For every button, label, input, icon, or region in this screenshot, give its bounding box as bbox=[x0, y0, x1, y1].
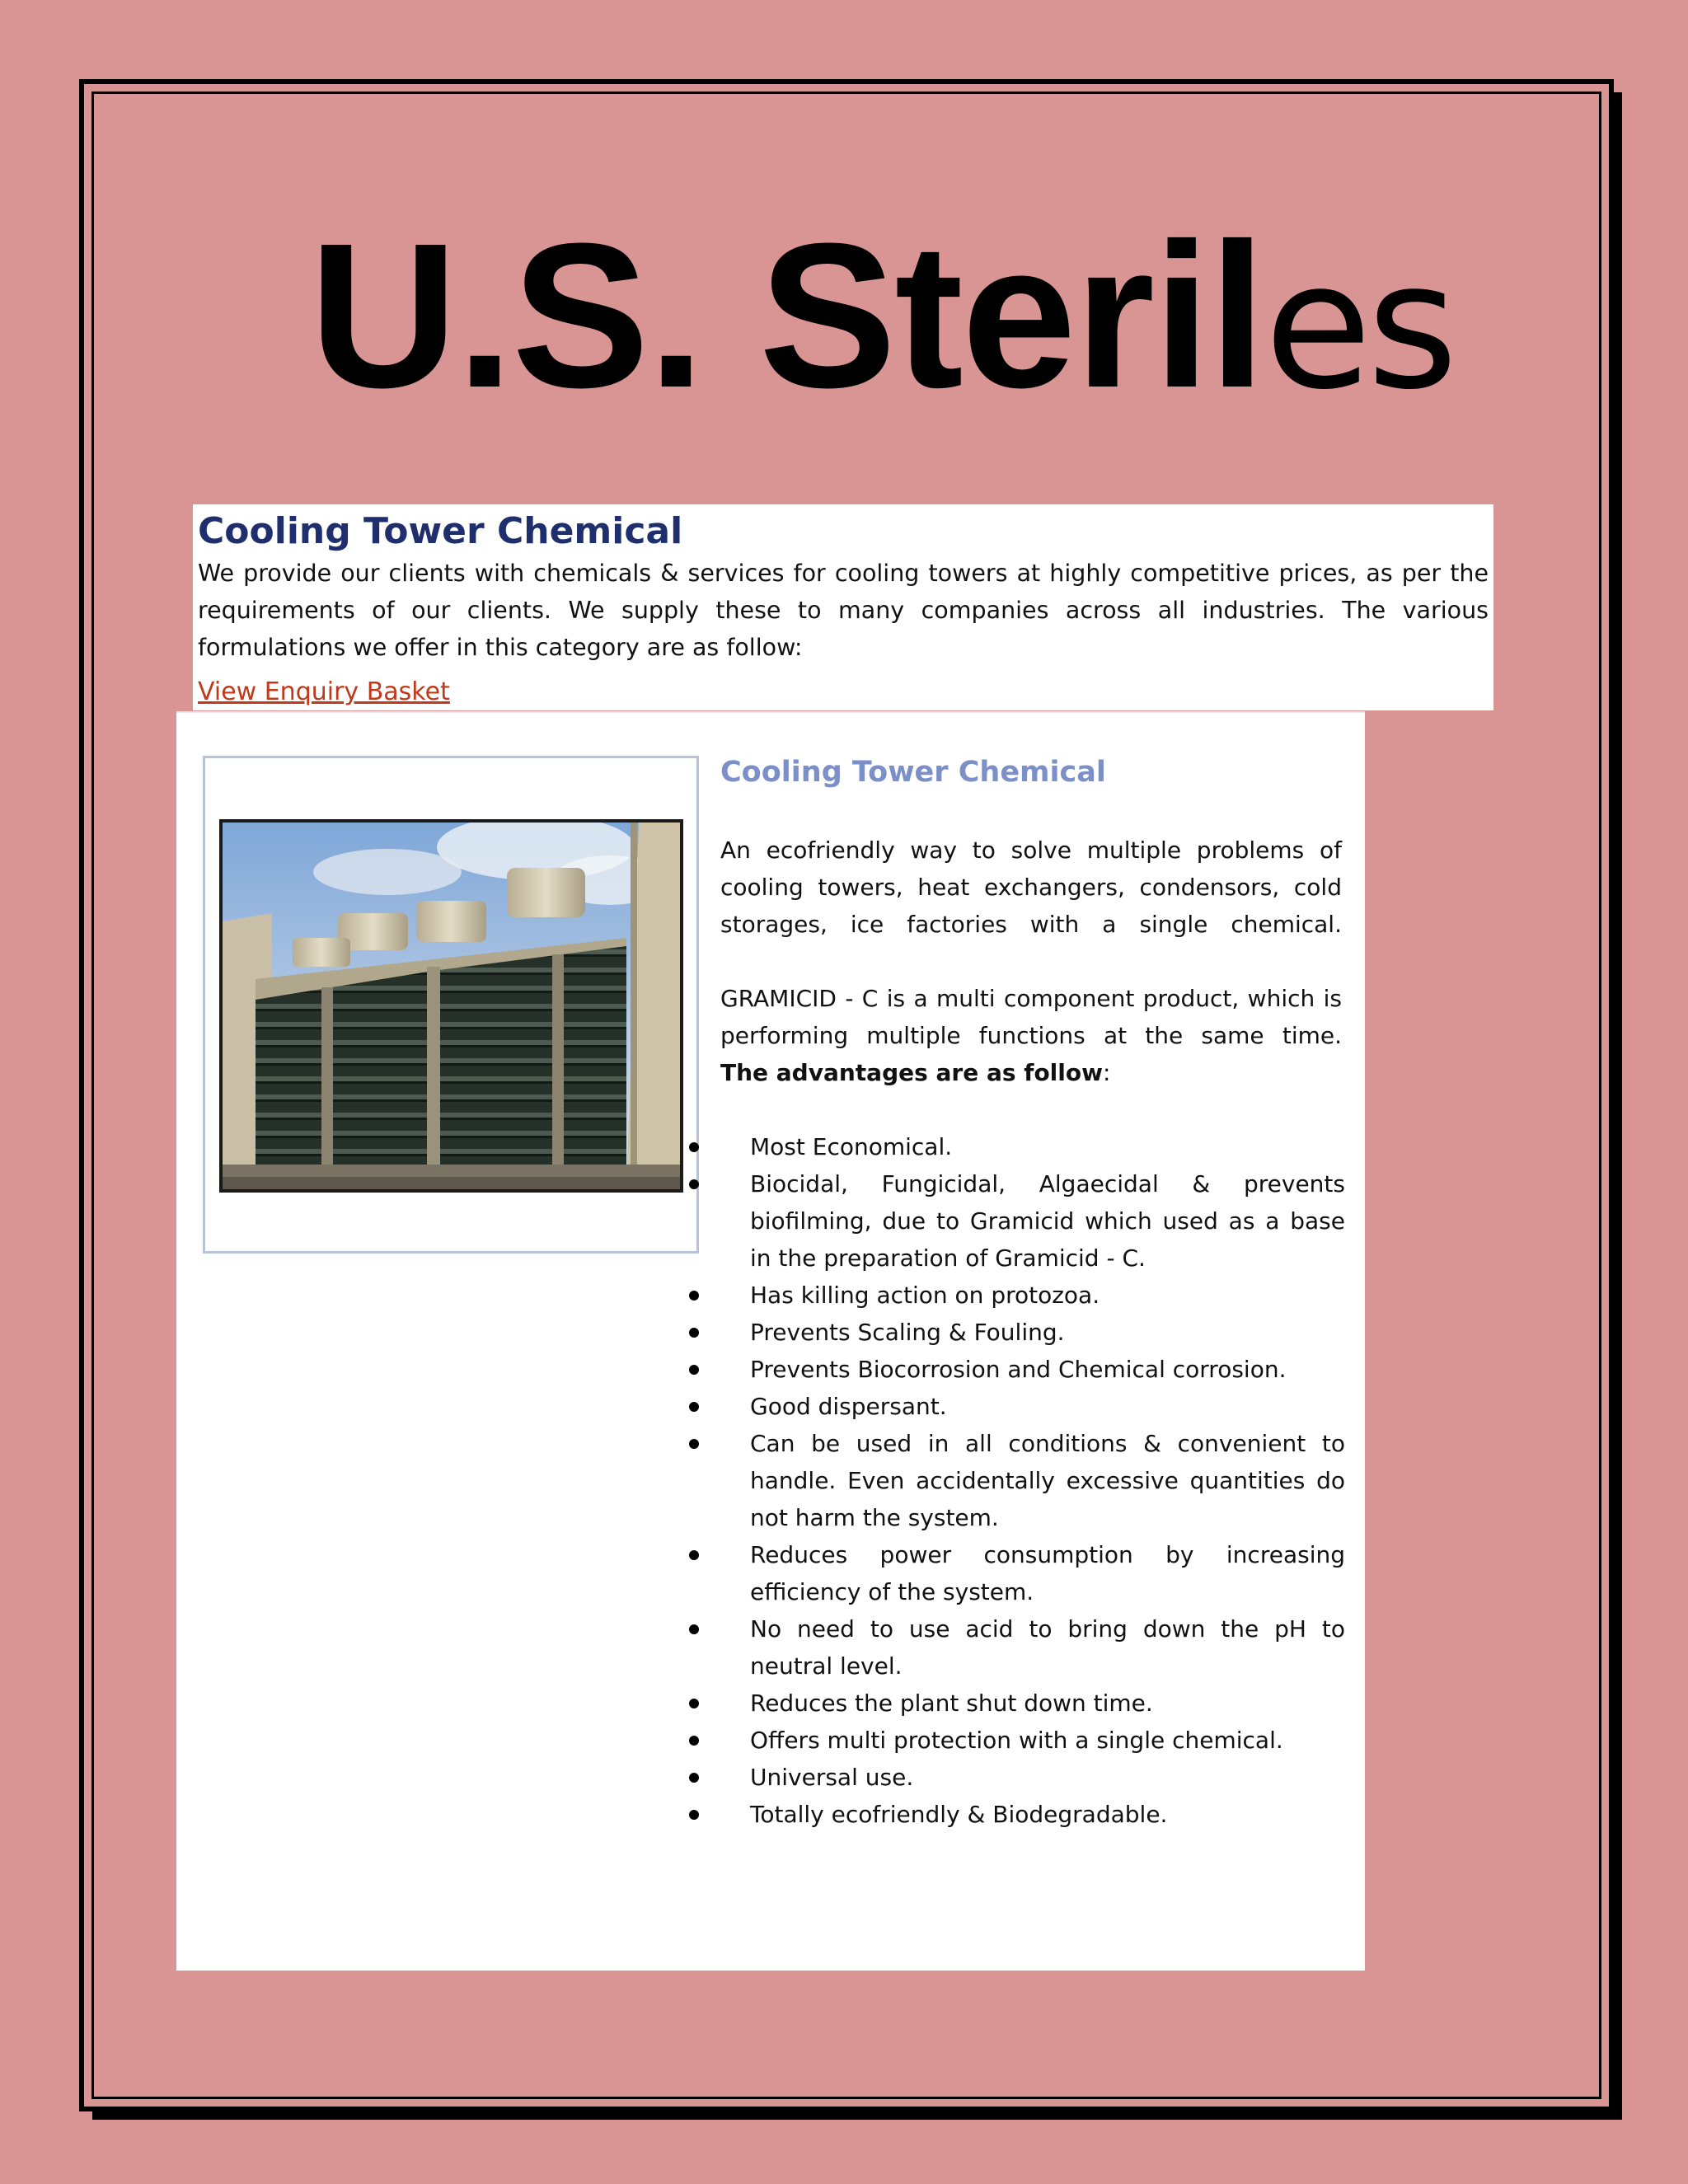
advantage-item bbox=[689, 1759, 1345, 1796]
advantage-item bbox=[689, 1610, 1345, 1685]
advantage-text: Reduces power consumption by increasing efficiency of the system. bbox=[750, 1541, 1345, 1605]
advantages-heading bbox=[720, 1054, 1110, 1091]
advantage-item bbox=[689, 1388, 1345, 1425]
product-title: Cooling Tower Chemical bbox=[720, 756, 1106, 789]
advantages-heading-text: The advantages are as follow bbox=[720, 1059, 1103, 1086]
advantage-item bbox=[689, 1314, 1345, 1351]
bullet-icon bbox=[689, 1736, 699, 1746]
company-masthead bbox=[37, 200, 1688, 430]
advantage-text: Reduces the plant shut down time. bbox=[750, 1690, 1153, 1717]
advantage-item bbox=[689, 1277, 1345, 1314]
advantage-item bbox=[689, 1425, 1345, 1536]
advantages-list bbox=[689, 1128, 1345, 1833]
bullet-icon bbox=[689, 1624, 699, 1634]
intro-section bbox=[193, 504, 1493, 710]
bullet-icon bbox=[689, 1699, 699, 1708]
advantage-text: Most Economical. bbox=[750, 1133, 953, 1160]
bullet-icon bbox=[689, 1439, 699, 1449]
masthead-light-text: es bbox=[1264, 224, 1453, 428]
advantage-text: Offers multi protection with a single chemical. bbox=[750, 1727, 1283, 1754]
advantage-text: No need to use acid to bring down the pH to neutral level. bbox=[750, 1615, 1345, 1680]
advantage-text: Can be used in all conditions & convenient to handle. Even accidentally excessive quantities do not harm the system. bbox=[750, 1430, 1345, 1531]
view-enquiry-basket-link[interactable]: View Enquiry Basket bbox=[198, 677, 450, 706]
advantage-text: Biocidal, Fungicidal, Algaecidal & prevents biofilming, due to Gramicid which used as a base in the preparation of Gramicid - C. bbox=[750, 1170, 1345, 1272]
advantages-heading-colon: : bbox=[1102, 1059, 1111, 1086]
advantage-item bbox=[689, 1351, 1345, 1388]
bullet-icon bbox=[689, 1550, 699, 1560]
advantage-text: Universal use. bbox=[750, 1764, 914, 1791]
bullet-icon bbox=[689, 1773, 699, 1783]
product-section bbox=[176, 711, 1365, 1971]
bullet-icon bbox=[689, 1810, 699, 1820]
advantage-text: Prevents Scaling & Fouling. bbox=[750, 1319, 1065, 1346]
cooling-tower-illustration bbox=[223, 823, 680, 1189]
bullet-icon bbox=[689, 1328, 699, 1338]
bullet-icon bbox=[689, 1142, 699, 1152]
advantage-text: Totally ecofriendly & Biodegradable. bbox=[750, 1801, 1168, 1828]
bullet-icon bbox=[689, 1402, 699, 1412]
advantage-text: Prevents Biocorrosion and Chemical corrosion. bbox=[750, 1356, 1287, 1383]
advantage-item bbox=[689, 1536, 1345, 1610]
product-photo-frame bbox=[203, 756, 699, 1254]
advantage-item bbox=[689, 1685, 1345, 1722]
bullet-icon bbox=[689, 1365, 699, 1375]
product-gramicid-note: GRAMICID - C is a multi component product, which is performing multiple functions at the same time. bbox=[720, 985, 1342, 1049]
advantage-text: Good dispersant. bbox=[750, 1393, 947, 1420]
bullet-icon bbox=[689, 1291, 699, 1301]
advantage-item bbox=[689, 1128, 1345, 1165]
product-description: An ecofriendly way to solve multiple problems of cooling towers, heat exchangers, condensors, cold storages, ice factories with a single chemical. bbox=[720, 837, 1342, 938]
advantage-text: Has killing action on protozoa. bbox=[750, 1282, 1100, 1309]
masthead-bold-text: U.S. Steril bbox=[309, 200, 1265, 430]
advantage-item bbox=[689, 1722, 1345, 1759]
advantage-item bbox=[689, 1165, 1345, 1277]
bullet-icon bbox=[689, 1179, 699, 1189]
advantage-item bbox=[689, 1796, 1345, 1833]
cooling-tower-photo bbox=[219, 819, 683, 1193]
intro-title: Cooling Tower Chemical bbox=[198, 510, 683, 552]
intro-description: We provide our clients with chemicals & services for cooling towers at highly competitive prices, as per the requirements of our clients. We supply these to many companies across all industries. The various formulations we offer in this category are as follow: bbox=[198, 560, 1489, 661]
